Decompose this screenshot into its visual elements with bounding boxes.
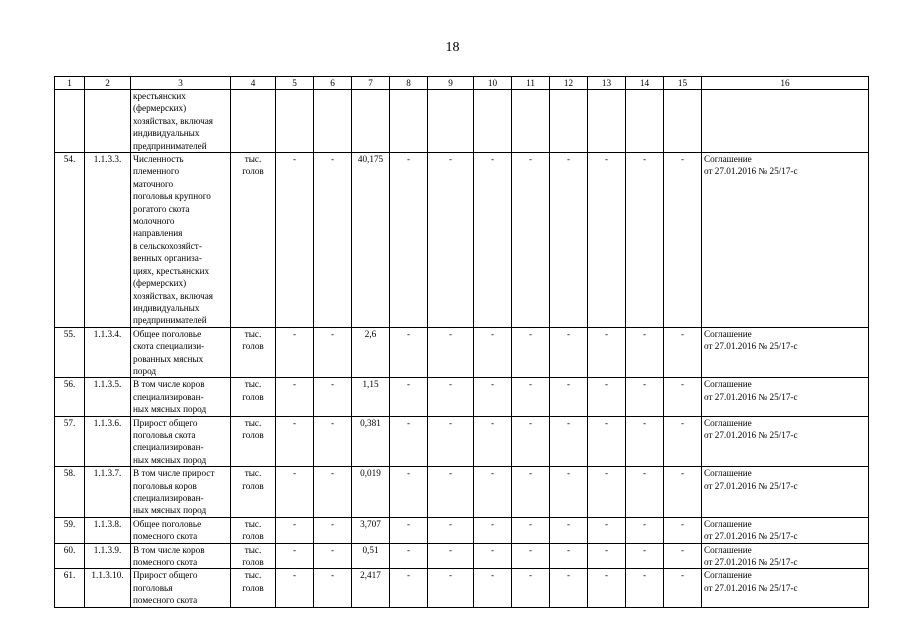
value-cell: - — [314, 327, 352, 378]
column-header: 1 — [55, 77, 85, 90]
value-cell: - — [626, 378, 664, 416]
value-cell: - — [588, 467, 626, 518]
row-number: 59. — [55, 517, 85, 543]
source-document: Соглашение от 27.01.2016 № 25/17-с — [702, 467, 869, 518]
target-value: 3,707 — [352, 517, 390, 543]
indicator-name: В том числе прирост поголовья коров специализирован- ных мясных пород — [131, 467, 231, 518]
indicator-name: Прирост общего поголовья помесного скота — [131, 569, 231, 607]
cell-empty — [664, 90, 702, 153]
cell-empty — [428, 90, 474, 153]
cell-empty — [352, 90, 390, 153]
value-cell: - — [588, 517, 626, 543]
indicator-code: 1.1.3.9. — [85, 543, 131, 569]
continuation-row — [55, 90, 869, 153]
table-row — [55, 467, 869, 518]
value-cell: - — [314, 467, 352, 518]
unit-of-measure: тыс. голов — [231, 569, 276, 607]
column-header: 15 — [664, 77, 702, 90]
value-cell: - — [314, 378, 352, 416]
cell-empty — [85, 90, 131, 153]
column-header: 14 — [626, 77, 664, 90]
value-cell: - — [428, 569, 474, 607]
source-document: Соглашение от 27.01.2016 № 25/17-с — [702, 517, 869, 543]
table-row — [55, 517, 869, 543]
value-cell: - — [276, 153, 314, 328]
value-cell: - — [550, 569, 588, 607]
value-cell: - — [664, 153, 702, 328]
value-cell: - — [588, 569, 626, 607]
unit-of-measure: тыс. голов — [231, 467, 276, 518]
table-row — [55, 327, 869, 378]
value-cell: - — [550, 467, 588, 518]
value-cell: - — [314, 416, 352, 467]
source-document: Соглашение от 27.01.2016 № 25/17-с — [702, 378, 869, 416]
indicator-code: 1.1.3.10. — [85, 569, 131, 607]
row-number: 56. — [55, 378, 85, 416]
column-number-row — [55, 77, 869, 90]
value-cell: - — [512, 569, 550, 607]
value-cell: - — [626, 543, 664, 569]
value-cell: - — [390, 569, 428, 607]
value-cell: - — [550, 517, 588, 543]
value-cell: - — [428, 467, 474, 518]
value-cell: - — [314, 569, 352, 607]
column-header: 5 — [276, 77, 314, 90]
value-cell: - — [390, 543, 428, 569]
value-cell: - — [276, 378, 314, 416]
indicator-name: В том числе коров помесного скота — [131, 543, 231, 569]
table-row — [55, 416, 869, 467]
cell-empty — [702, 90, 869, 153]
value-cell: - — [390, 327, 428, 378]
row-number: 58. — [55, 467, 85, 518]
table-row — [55, 543, 869, 569]
value-cell: - — [428, 416, 474, 467]
column-header: 10 — [474, 77, 512, 90]
value-cell: - — [626, 467, 664, 518]
value-cell: - — [474, 378, 512, 416]
value-cell: - — [550, 543, 588, 569]
value-cell: - — [664, 467, 702, 518]
value-cell: - — [550, 378, 588, 416]
cell-empty — [55, 90, 85, 153]
cell-empty — [231, 90, 276, 153]
unit-of-measure: тыс. голов — [231, 416, 276, 467]
column-header: 6 — [314, 77, 352, 90]
value-cell: - — [276, 327, 314, 378]
row-number: 57. — [55, 416, 85, 467]
cell-empty — [588, 90, 626, 153]
value-cell: - — [512, 153, 550, 328]
value-cell: - — [664, 416, 702, 467]
target-value: 1,15 — [352, 378, 390, 416]
indicator-name: Прирост общего поголовья скота специализирован- ных мясных пород — [131, 416, 231, 467]
value-cell: - — [550, 327, 588, 378]
row-number: 54. — [55, 153, 85, 328]
indicator-name: В том числе коров специализирован- ных мясных пород — [131, 378, 231, 416]
value-cell: - — [428, 517, 474, 543]
value-cell: - — [314, 153, 352, 328]
value-cell: - — [588, 378, 626, 416]
value-cell: - — [512, 378, 550, 416]
cell-empty — [626, 90, 664, 153]
cell-empty — [512, 90, 550, 153]
cell-empty — [474, 90, 512, 153]
value-cell: - — [428, 378, 474, 416]
value-cell: - — [664, 543, 702, 569]
value-cell: - — [390, 467, 428, 518]
source-document: Соглашение от 27.01.2016 № 25/17-с — [702, 569, 869, 607]
value-cell: - — [390, 517, 428, 543]
cell-empty — [276, 90, 314, 153]
value-cell: - — [664, 569, 702, 607]
target-value: 40,175 — [352, 153, 390, 328]
value-cell: - — [276, 467, 314, 518]
value-cell: - — [390, 416, 428, 467]
indicator-code: 1.1.3.4. — [85, 327, 131, 378]
value-cell: - — [588, 327, 626, 378]
value-cell: - — [664, 327, 702, 378]
value-cell: - — [474, 467, 512, 518]
value-cell: - — [390, 153, 428, 328]
table-row — [55, 378, 869, 416]
value-cell: - — [276, 543, 314, 569]
value-cell: - — [474, 569, 512, 607]
value-cell: - — [626, 569, 664, 607]
table-row — [55, 153, 869, 328]
source-document: Соглашение от 27.01.2016 № 25/17-с — [702, 153, 869, 328]
value-cell: - — [588, 153, 626, 328]
value-cell: - — [512, 543, 550, 569]
value-cell: - — [512, 467, 550, 518]
value-cell: - — [474, 327, 512, 378]
value-cell: - — [276, 569, 314, 607]
value-cell: - — [626, 517, 664, 543]
table-row — [55, 569, 869, 607]
indicator-name: Общее поголовье скота специализи- рованных мясных пород — [131, 327, 231, 378]
value-cell: - — [474, 543, 512, 569]
unit-of-measure: тыс. голов — [231, 153, 276, 328]
value-cell: - — [626, 153, 664, 328]
unit-of-measure: тыс. голов — [231, 327, 276, 378]
value-cell: - — [512, 327, 550, 378]
indicators-table — [54, 76, 869, 608]
row-number: 61. — [55, 569, 85, 607]
value-cell: - — [626, 327, 664, 378]
column-header: 3 — [131, 77, 231, 90]
column-header: 11 — [512, 77, 550, 90]
value-cell: - — [276, 416, 314, 467]
source-document: Соглашение от 27.01.2016 № 25/17-с — [702, 327, 869, 378]
value-cell: - — [474, 517, 512, 543]
indicator-code: 1.1.3.5. — [85, 378, 131, 416]
indicator-name: Численность племенного маточного поголовья крупного рогатого скота молочного направления в сельскохозяйст- венных организа- циях, крестьянских (фермерских) хозяйствах, включая индивидуальных предпринимателей — [131, 153, 231, 328]
column-header: 8 — [390, 77, 428, 90]
cell-empty — [550, 90, 588, 153]
value-cell: - — [474, 153, 512, 328]
indicator-code: 1.1.3.6. — [85, 416, 131, 467]
value-cell: - — [626, 416, 664, 467]
value-cell: - — [428, 543, 474, 569]
column-header: 7 — [352, 77, 390, 90]
unit-of-measure: тыс. голов — [231, 517, 276, 543]
column-header: 9 — [428, 77, 474, 90]
value-cell: - — [428, 153, 474, 328]
target-value: 2,6 — [352, 327, 390, 378]
indicator-code: 1.1.3.3. — [85, 153, 131, 328]
value-cell: - — [664, 378, 702, 416]
value-cell: - — [664, 517, 702, 543]
value-cell: - — [550, 153, 588, 328]
target-value: 0,51 — [352, 543, 390, 569]
indicator-name: Общее поголовье помесного скота — [131, 517, 231, 543]
cell-empty — [314, 90, 352, 153]
value-cell: - — [512, 416, 550, 467]
value-cell: - — [512, 517, 550, 543]
target-value: 0,381 — [352, 416, 390, 467]
row-number: 55. — [55, 327, 85, 378]
indicator-name: крестьянских (фермерских) хозяйствах, включая индивидуальных предпринимателей — [131, 90, 231, 153]
column-header: 2 — [85, 77, 131, 90]
value-cell: - — [474, 416, 512, 467]
unit-of-measure: тыс. голов — [231, 543, 276, 569]
value-cell: - — [550, 416, 588, 467]
target-value: 0,019 — [352, 467, 390, 518]
column-header: 12 — [550, 77, 588, 90]
column-header: 4 — [231, 77, 276, 90]
value-cell: - — [588, 543, 626, 569]
source-document: Соглашение от 27.01.2016 № 25/17-с — [702, 543, 869, 569]
value-cell: - — [276, 517, 314, 543]
column-header: 13 — [588, 77, 626, 90]
value-cell: - — [428, 327, 474, 378]
target-value: 2,417 — [352, 569, 390, 607]
indicator-code: 1.1.3.8. — [85, 517, 131, 543]
cell-empty — [390, 90, 428, 153]
unit-of-measure: тыс. голов — [231, 378, 276, 416]
column-header: 16 — [702, 77, 869, 90]
value-cell: - — [588, 416, 626, 467]
value-cell: - — [390, 378, 428, 416]
value-cell: - — [314, 543, 352, 569]
source-document: Соглашение от 27.01.2016 № 25/17-с — [702, 416, 869, 467]
indicator-code: 1.1.3.7. — [85, 467, 131, 518]
row-number: 60. — [55, 543, 85, 569]
page-number: 18 — [445, 40, 460, 55]
value-cell: - — [314, 517, 352, 543]
